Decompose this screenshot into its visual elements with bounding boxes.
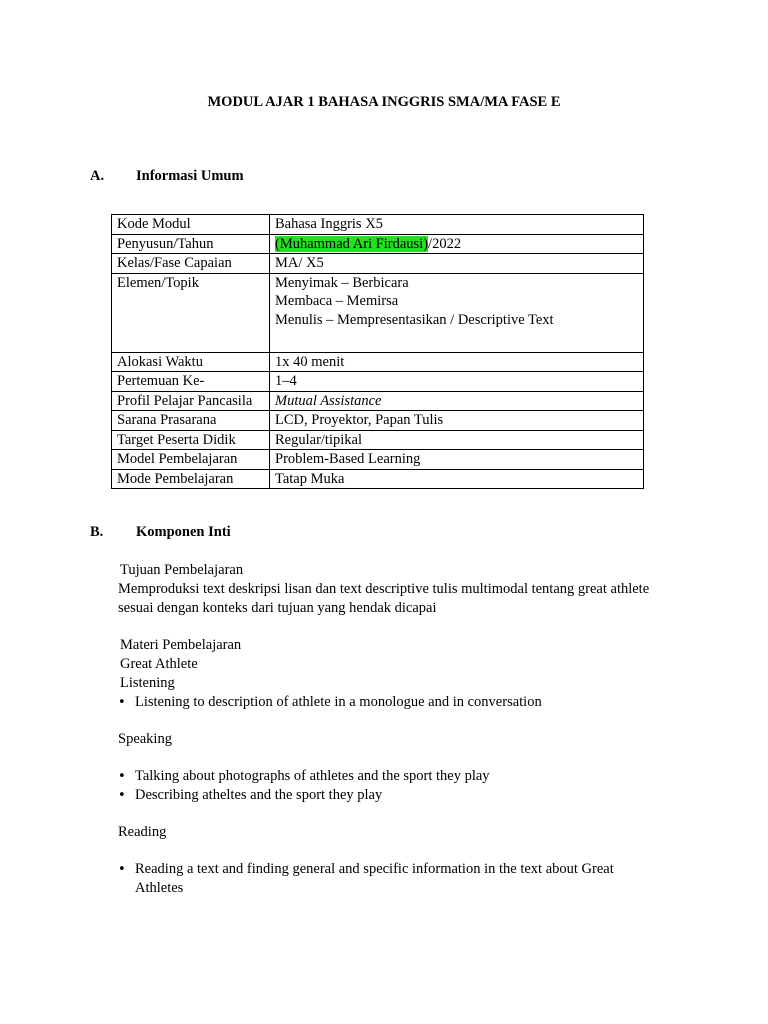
section-a-title: Informasi Umum [136, 168, 244, 184]
info-table [111, 214, 644, 489]
table-row [112, 450, 644, 470]
list-item: • Describing atheltes and the sport they play [118, 786, 688, 805]
reading-block [118, 823, 688, 842]
row-value: LCD, Proyektor, Papan Tulis [270, 411, 644, 431]
section-b-title: Komponen Inti [136, 524, 231, 540]
speaking-list [118, 767, 688, 805]
tujuan-heading: Tujuan Pembelajaran [120, 562, 244, 578]
row-label: Profil Pelajar Pancasila [112, 391, 270, 411]
row-value: 1x 40 menit [270, 352, 644, 372]
reading-list [118, 860, 628, 898]
table-row [112, 411, 644, 431]
row-value [270, 273, 644, 352]
row-label: Pertemuan Ke- [112, 372, 270, 392]
row-label: Sarana Prasarana [112, 411, 270, 431]
materi-block [118, 636, 688, 712]
listening-heading: Listening [120, 675, 175, 691]
row-label: Elemen/Topik [112, 273, 270, 352]
row-label: Model Pembelajaran [112, 450, 270, 470]
list-item: • Talking about photographs of athletes and the sport they play [118, 767, 688, 786]
table-row [112, 254, 644, 274]
topic-line: Menulis – Mempresentasikan / Descriptive Text [275, 311, 554, 328]
row-label: Kelas/Fase Capaian [112, 254, 270, 274]
reading-heading: Reading [118, 824, 167, 840]
listening-list [118, 693, 688, 712]
table-row [112, 273, 644, 352]
list-item: • Reading a text and finding general and specific information in the text about Great Athletes [118, 860, 628, 898]
row-label: Kode Modul [112, 215, 270, 235]
table-row [112, 352, 644, 372]
row-value: Bahasa Inggris X5 [270, 215, 644, 235]
row-value [270, 234, 644, 254]
section-b-letter: B. [90, 524, 104, 540]
row-value: Tatap Muka [270, 469, 644, 489]
section-b-heading [90, 524, 231, 541]
reading-list-block [118, 860, 628, 898]
section-a-letter: A. [90, 168, 105, 184]
row-value: MA/ X5 [270, 254, 644, 274]
topic-line: Membaca – Memirsa [275, 293, 399, 309]
table-row [112, 372, 644, 392]
row-value: Problem-Based Learning [270, 450, 644, 470]
tujuan-text: Memproduksi text deskripsi lisan dan text descriptive tulis multimodal tentang great athlete [118, 581, 650, 597]
row-label: Penyusun/Tahun [112, 234, 270, 254]
topic-line: Menyimak – Berbicara [275, 274, 409, 291]
table-row [112, 234, 644, 254]
row-label: Alokasi Waktu [112, 352, 270, 372]
row-value: Regular/tipikal [270, 430, 644, 450]
table-row [112, 215, 644, 235]
row-label: Mode Pembelajaran [112, 469, 270, 489]
table-row [112, 430, 644, 450]
row-value: 1–4 [270, 372, 644, 392]
materi-topic: Great Athlete [120, 656, 198, 672]
materi-heading: Materi Pembelajaran [120, 637, 242, 653]
table-row [112, 391, 644, 411]
section-a-heading [90, 168, 244, 185]
row-label: Target Peserta Didik [112, 430, 270, 450]
page-title: MODUL AJAR 1 BAHASA INGGRIS SMA/MA FASE E [207, 94, 561, 110]
list-item: • Listening to description of athlete in a monologue and in conversation [118, 693, 688, 712]
speaking-list-block [118, 767, 688, 805]
speaking-block [118, 730, 688, 749]
table-row [112, 469, 644, 489]
tujuan-text: sesuai dengan konteks dari tujuan yang hendak dicapai [118, 600, 437, 616]
highlighted-author: (Muhammad Ari Firdausi) [275, 235, 429, 252]
row-value: Mutual Assistance [270, 391, 644, 411]
speaking-heading: Speaking [118, 731, 172, 747]
tujuan-block [118, 561, 688, 618]
author-year: /2022 [428, 235, 462, 252]
